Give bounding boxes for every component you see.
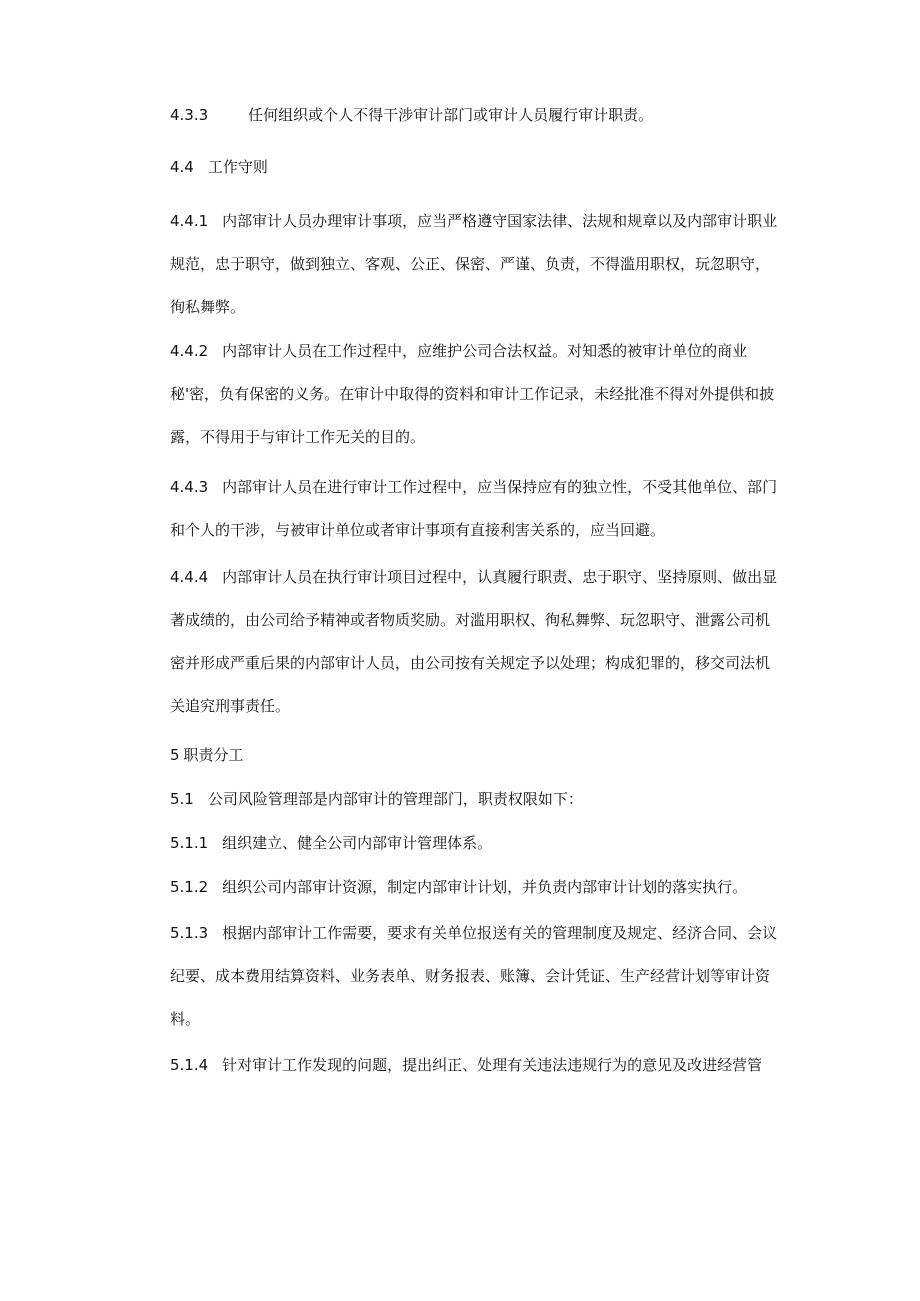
section-title: 工作守则 [207, 158, 268, 176]
clause-number: 4.4.3 [170, 478, 209, 496]
clause-text: 内部审计人员办理审计事项，应当严格遵守国家法律、法规和规章以及内部审计职业规范，忠于职守，做到独立、客观、公正、保密、严谨、负责，不得滥用职权，玩忽职守，徇私舞弊。 [170, 212, 778, 316]
clause-4-4-3 [170, 466, 780, 552]
clause-4-4-2 [170, 330, 780, 459]
section-title: 职责分工 [183, 746, 244, 764]
clause-number: 4.3.3 [170, 106, 209, 124]
clause-number: 4.4.1 [170, 212, 209, 230]
clause-5-1-3 [170, 912, 780, 1041]
clause-text: 组织公司内部审计资源，制定内部审计计划，并负责内部审计计划的落实执行。 [222, 878, 748, 896]
clause-text: 根据内部审计工作需要，要求有关单位报送有关的管理制度及规定、经济合同、会议纪要、成本费用结算资料、业务表单、财务报表、账簿、会计凭证、生产经营计划等审计资料。 [170, 924, 778, 1028]
clause-4-4-4 [170, 556, 780, 728]
clause-number: 5.1.2 [170, 878, 209, 896]
clause-5-1-2 [170, 866, 780, 909]
clause-text: 针对审计工作发现的问题，提出纠正、处理有关违法违规行为的意见及改进经营管 [222, 1056, 763, 1074]
section-number: 5 [170, 746, 180, 764]
clause-number: 5.1.4 [170, 1056, 209, 1074]
clause-4-3-3 [170, 94, 780, 137]
clause-text: 内部审计人员在进行审计工作过程中，应当保持应有的独立性，不受其他单位、部门和个人的干涉，与被审计单位或者审计事项有直接利害关系的，应当回避。 [170, 478, 778, 539]
clause-text: 组织建立、健全公司内部审计管理体系。 [222, 834, 493, 852]
clause-number: 5.1.1 [170, 834, 209, 852]
clause-5-1 [170, 778, 780, 821]
section-heading-4-4 [170, 146, 780, 189]
clause-5-1-4 [170, 1044, 780, 1087]
clause-text: 公司风险管理部是内部审计的管理部门，职责权限如下： [207, 790, 583, 808]
clause-text: 内部审计人员在执行审计项目过程中，认真履行职责、忠于职守、坚持原则、做出显著成绩的，由公司给予精神或者物质奖励。对滥用职权、徇私舞弊、玩忽职守、泄露公司机密并形成严重后果的内部审计人员，由公司按有关规定予以处理；构成犯罪的，移交司法机关追究刑事责任。 [170, 568, 778, 715]
clause-number: 5.1.3 [170, 924, 209, 942]
clause-4-4-1 [170, 200, 780, 329]
clause-number: 5.1 [170, 790, 194, 808]
clause-number: 4.4.4 [170, 568, 209, 586]
section-heading-5 [170, 734, 780, 777]
clause-text: 内部审计人员在工作过程中，应维护公司合法权益。对知悉的被审计单位的商业秘'密，负有保密的义务。在审计中取得的资料和审计工作记录，未经批准不得对外提供和披露，不得用于与审计工作无关的目的。 [170, 342, 775, 446]
clause-number: 4.4.2 [170, 342, 209, 360]
clause-text: 任何组织或个人不得干涉审计部门或审计人员履行审计职责。 [248, 106, 654, 124]
section-number: 4.4 [170, 158, 194, 176]
clause-5-1-1 [170, 822, 780, 865]
